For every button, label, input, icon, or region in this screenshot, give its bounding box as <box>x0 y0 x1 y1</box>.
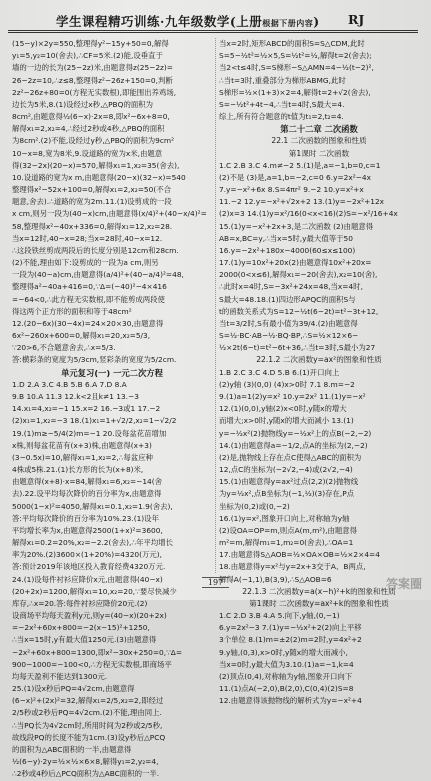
text-line: 900−1000=−100<0,∴方程无实数根,即商场平 <box>12 659 172 669</box>
text-line: 题意,舍去).∴道路的宽为2m.11.(1)设剪成的一段 <box>12 197 172 207</box>
text-line: (3−0.5x)=10,解得x₁=1,x₂=2,∴每盆应种 <box>12 452 153 462</box>
watermark-stamp-icon <box>378 568 430 598</box>
text-line: 设商场平均每天盈利y元,则y=(40−x)(20+2x) <box>12 611 167 621</box>
watermark-logo <box>378 568 430 598</box>
text-line: 得这两个正方形的面积和等于48cm² <box>12 306 132 316</box>
text-line: ∴当x=15时,y有最大值1250元.(3)由题意得 <box>12 635 157 645</box>
title-subnote: 根据下册内容 <box>262 18 314 28</box>
text-line: 1.C 2.B 3.C 4.m≠−2 5.(1)是,a=−1,b=0,c=1 <box>219 160 381 170</box>
text-line: 整理得a²−40a+416=0,∵Δ=(−40)²−4×416 <box>12 282 167 292</box>
text-line: m²=m,解得m₁=1,m₂=0(舍去),∴OA=1 <box>219 538 354 548</box>
text-line: (2)设OA=OP=m,则点A(m,m²),由题意得 <box>219 525 358 535</box>
text-line: 库存,∴x=20.答:每件衬衫应降价20元.(2) <box>12 598 148 608</box>
text-line: 22.1.2 二次函数y=ax²的图象和性质 <box>256 355 382 365</box>
text-line: 1.C 2.D 3.B 4.A 5.向下,y轴,(0,−1) <box>219 611 340 621</box>
text-line: ½(6−y)·2y=½×½×6×8,解得y₁=2,y₂=4, <box>12 757 159 767</box>
text-line: (2)是,抛物线上存在点C使得△ABC的面积为 <box>219 452 362 462</box>
text-line: 1.D 2.A 3.C 4.B 5.B 6.A 7.D 8.A <box>12 379 127 389</box>
text-line: 去).22.设平均每次降价的百分率为x,由题意得 <box>12 489 162 499</box>
text-line: 答:横彩条的宽度为5/3cm,竖彩条的宽度为5/2cm. <box>12 355 177 365</box>
text-line: 25.(1)设x秒后PQ=4√2cm,由题意得 <box>12 684 135 694</box>
text-line: 得(32−2x)(20−x)=570,解得x₁=1,x₂=35(舍去), <box>12 160 180 170</box>
text-line: 10−x=8,宽为8米,9.设道路的宽为x米,由题意 <box>12 148 163 158</box>
text-line: 单元复习(一) 一元二次方程 <box>61 367 163 378</box>
text-line: y=−½x²(2)抛物线y=−½x²上的点B(−2,−2) <box>219 428 372 438</box>
text-line: 故线段PQ的长度不能为1cm.(3)设y秒后△PCQ <box>12 732 166 742</box>
text-line: =−64<0,∴此方程无实数根,即不能剪成两段使 <box>12 294 165 304</box>
text-line: 17.(1)y=10x²+20x(2)由题意得10x²+20x= <box>219 258 372 268</box>
text-line: 当x=12时,40−x=28;当x=28时,40−x=12. <box>12 233 163 243</box>
text-line: 18.由题意得y=x²与y=2x+3交于A、B两点, <box>219 562 366 572</box>
text-line: 答:预计2019年该地区投入教育经费4320万元. <box>12 562 166 572</box>
column-divider <box>215 38 216 573</box>
text-line: 11.(1)点A(−2,0),B(2,0),C(0,4)(2)S=8 <box>219 684 354 694</box>
text-line: 为y=½x²,点B坐标为(−1,½)(3)存在,P点 <box>219 489 355 499</box>
text-line: 解得x₁=0.2=20%,x₂=−2.2(舍去),∴年平均增长 <box>12 538 174 548</box>
text-line: S=−½t²+4t−4,∴当t=4时,S最大=4. <box>219 99 345 109</box>
text-line: (2)y轴 (3)(0,0) (4)x>0时 7.1 8.m=−2 <box>219 379 355 389</box>
text-line: 2/5秒或2秒后PQ=4√2cm.(2)不能,理由同上. <box>12 708 162 718</box>
text-line: t的函数关系式为S=12−½t(6−2t)=t²−3t+12, <box>219 306 379 316</box>
text-line: 9.y轴,(0,3),x>0时,y随x的增大而减小, <box>219 647 348 657</box>
text-line: S梯形=½×(1+3)×2=4,解得t=2+√2(舍去), <box>219 87 371 97</box>
text-line: 当x=2时,矩形ABCD的面积S=S△CDM,此时 <box>219 39 365 48</box>
text-line: 平均增长率为x,由题意得2500(1+x)²=3600, <box>12 525 163 535</box>
text-line: 整理得x²−52x+100=0,解得x₁=2,x₂=50(不合 <box>12 185 171 195</box>
text-line: ∴此时x=4时,S=−3x²+24x=48,当x=4时, <box>219 282 363 292</box>
text-line: 16.(1)y=x²,图象开口向上,对称轴为y轴 <box>219 513 350 523</box>
text-line: 6.y=2x²−3 7.(1)y=−½x²+2(2)向上平移 <box>219 623 362 633</box>
watermark-text: 答案圈 <box>385 577 423 591</box>
text-line: ∵20>6,不合题意舍去,∴x=5/3. <box>12 343 116 353</box>
text-line: 22.1.3 二次函数y=a(x−h)²+k的图象和性质 <box>242 586 396 596</box>
text-line: 15.(1)y=−x²+2x+3,是二次函数 (2)由题意得 <box>219 221 374 231</box>
text-line: 12,点C的坐标为(−2√2,−4)或(2√2,−4) <box>219 465 353 475</box>
text-line: 24.(1)设每件衬衫应降价x元,由题意得(40−x) <box>12 574 163 584</box>
text-line: 12.(1)(0,0),y轴(2)x<0时,y随x的增大 <box>219 404 347 414</box>
text-line: ½×2t(6−t)=t²−6t+36,∴当t=3时,S最小为27 <box>219 343 376 353</box>
text-line: 11.−2 12.y=−x²+√2x+2 13.(1)y=−2x²+12x <box>219 197 385 207</box>
text-line: (2)不能,理由如下:设剪成的一段为a cm,则另 <box>12 258 159 268</box>
header-rule-thin <box>8 30 418 31</box>
text-line: 5000(1−x)²=4050,解得x₁=0.1,x₂=1.9(舍去), <box>12 501 173 511</box>
text-line: 15.(1)由题意得y=ax²过点(2,2)(2)抛物线 <box>219 477 359 487</box>
text-line: 当t=3/2时,S有最小值为39/4.(2)由题意得 <box>219 318 358 328</box>
text-line: 均每天盈利不能达到1300元. <box>12 671 108 681</box>
text-line: 4株或5株.21.(1)长方形的长为(x+8)米, <box>12 465 144 475</box>
text-line: S=5−½t²=½×5,S=½t²=½,解得t=2(舍去); <box>219 51 372 61</box>
text-line: (15−y)×2y=550,整理得y²−15y+50=0,解得 <box>12 39 169 48</box>
text-line: 14.x₁=4,x₂=−1 15.x=2 16.−3或1 17.−2 <box>12 404 161 414</box>
text-line: 2z²−26z+80=0(方程无实数根),即能围出养鸡场, <box>12 87 177 97</box>
text-line: 一段为(40−a)cm,由题意得(a/4)²+(40−a/4)²=48, <box>12 270 184 280</box>
text-line: 当2<t≤4时,S=S梯形−S△AMN=4−½(t−2)², <box>219 63 374 73</box>
text-line: 6x²−260x+600=0,解得x₁=20,x₂=5/3, <box>12 331 151 341</box>
text-line: ∴这段铁丝剪成两段后的长度分别是12cm和28cm. <box>12 245 179 255</box>
text-line: (2)x₁=1,x₂=−3 18.(1)x₁=1+√2/2,x₂=1−√2/2 <box>12 416 177 426</box>
page-number: 197 <box>0 578 431 587</box>
book-title: 学生课程精巧训练·九年级数学(上册根据下册内容) <box>56 14 320 29</box>
text-line: 3个单位 8.(1)m=±2(2)m=2时,y=4x²+2 <box>219 635 362 645</box>
text-line: 率为20%.(2)3600×(1+20%)=4320(万元), <box>12 550 163 560</box>
text-line: 的面积为△ABC面积的一半,由题意得 <box>12 744 132 754</box>
text-line: x cm,则另一段为(40−x)cm,由题意得(x/4)²+(40−x/4)²= <box>12 209 207 219</box>
text-line: −2x²+60x+800=1300,即x²−30x+250=0,∵Δ= <box>12 647 183 657</box>
text-line: 26−2z=10,∴z≤8,整理得z²−26z+150=0,判断 <box>12 75 173 85</box>
text-line: (2)不是 (3)是,a=1,b=−2,c=0 6.y=2x²−4x <box>219 172 371 182</box>
edition-code: RJ <box>348 12 365 27</box>
text-line: (6−x)²+(2x)²=32,解得x₁=2/5,x₂=2,即经过 <box>12 696 164 706</box>
text-line: x株,则每盆花苗有(x+3)株,由题意得(x+3) <box>12 440 152 450</box>
text-line: 为8cm².(2)不能,设经过y秒,△PBQ的面积为9cm² <box>12 136 175 146</box>
text-line: 第1课时 二次函数y=ax²+k的图象和性质 <box>249 598 389 608</box>
page-header <box>0 12 431 38</box>
text-line: 第1课时 二次函数 <box>288 148 350 158</box>
left-column <box>12 38 212 779</box>
text-line: ∴2秒或4秒后△PCQ面积为△ABC面积的一半. <box>12 769 160 779</box>
text-line: y₁=5,y₂=10(舍去),∴CF=5米.(2)能,设垂直于 <box>12 51 163 61</box>
text-line: ∴当t=3时,重叠部分为梯形ABMG,此时 <box>219 75 346 85</box>
text-line: 8cm²,由题意得½(6−x)·2x=8,即x²−6x+8=0, <box>12 112 170 122</box>
text-line: 12.由题意得该抛物线的解析式为y=−x²+4 <box>219 696 362 706</box>
text-line: ∴当PQ长为4√2cm时,所用时间为2秒或2/5秒, <box>12 720 163 730</box>
text-line: 22.1 二次函数的图象和性质 <box>271 136 367 146</box>
text-line: 7.y=−x²+6x 8.S=4πr² 9.−2 10.y=x²+x <box>219 185 364 195</box>
text-line: 当x=0时,y最大值为3.10.(1)a=−1,k=4 <box>219 659 354 669</box>
text-line: 第二十二章 二次函数 <box>280 124 358 135</box>
text-line: 12.(20−6x)(30−4x)=24×20×30,由题意得 <box>12 318 164 328</box>
text-line: 19.(1)m≥−5/4(2)m=−1 20.设每盆花苗增加 <box>12 428 167 438</box>
text-line: 10.设道路的宽为x m,由题意得(20−x)(32−x)=540 <box>12 172 186 182</box>
text-line: 16.y=−2x²+180x−4000(60≤x≤100) <box>219 245 356 255</box>
text-line: 解得A(−1,1),B(3,9),∴S△AOB=6 <box>219 574 332 584</box>
text-line: AB=x,BC=y,∴当x=5时,y最大值等于50 <box>219 233 353 243</box>
text-line: 9.B 10.A 11.3 12.k<2且k≠1 13.−3 <box>12 391 139 401</box>
text-line: (20+2x)=1200,解得x₁=10,x₂=20,∵要尽快减少 <box>12 586 177 596</box>
text-line: 1.B 2.C 3.C 4.D 5.B 6.(1)开口向上 <box>219 367 340 377</box>
text-line: 坐标为(0,2)或(0,−2) <box>219 501 290 511</box>
text-line: 9.(1)a=1(2)y=x² 10.y=2x² 11.(1)y=−x² <box>219 391 366 401</box>
text-line: 14.(1)由题意得a=−1/2,点A的坐标为(2,−2) <box>219 440 368 450</box>
text-line: S=½·BC·AB−½·BQ·BP,∴S=½×12×6− <box>219 331 359 341</box>
text-line: 而增大;x>0时,y随x的增大而减小 13.(1) <box>219 416 354 426</box>
text-line: 58,整理得x²−40x+336=0,解得x₁=12,x₂=28. <box>12 221 173 231</box>
text-line: S最大=48.18.(1)四边形APQC的面积S与 <box>219 294 356 304</box>
text-line: =−2x²+60x+800=−2(x−15)²+1250, <box>12 623 150 633</box>
text-line: 2000(0<x≤6),解得x₁=−20(舍去),x₂=10(舍), <box>219 270 378 280</box>
text-line: 解得x₁=2,x₂=4,∴经过2秒或4秒,△PBQ的面积 <box>12 124 165 134</box>
text-line: 墙的一边的长为(25−2z)米,由题意得z(25−2z)= <box>12 63 174 73</box>
text-line: 由题意得(x+8)·x=84,解得x₁=6,x₂=−14(舍 <box>12 477 163 487</box>
header-rule-thick <box>8 32 418 33</box>
text-line: 答:平均每次降价的百分率为10%.23.(1)设年 <box>12 513 159 523</box>
text-line: (2)x=3 14.(1)y=x²/16(0<x<16)(2)S=−x²/16+4x <box>219 209 398 219</box>
text-line: (2)顶点(0,4),对称轴为y轴,图象开口向下 <box>219 671 353 681</box>
text-line: 边长为5米,8.(1)设经过x秒,△PBQ的面积为 <box>12 99 154 109</box>
text-line: 17.由题意得S△AOB=½×OA×OB=½×2×4=4 <box>219 550 380 560</box>
text-line: 综上,所有符合题意的t值为t₁=2,t₂=4. <box>219 112 344 122</box>
